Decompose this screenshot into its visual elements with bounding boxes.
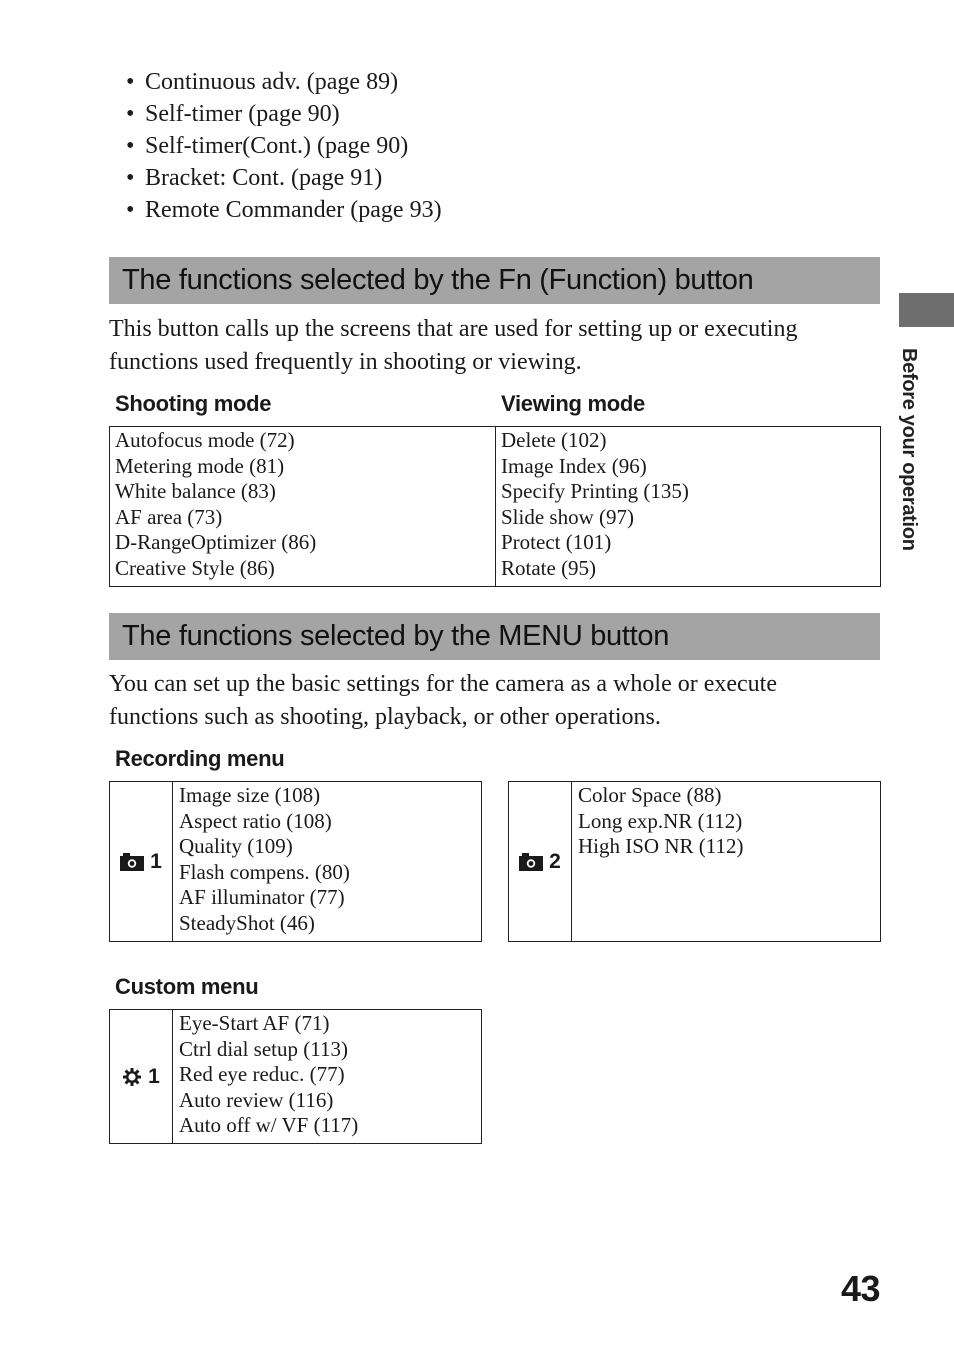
gear-icon [122, 1067, 142, 1087]
shooting-mode-column [115, 428, 316, 586]
bullet-text: Continuous adv. (page 89) [145, 69, 399, 95]
camera-icon [519, 853, 543, 871]
table-cell: Protect (101) [501, 530, 612, 555]
column-divider [495, 427, 496, 586]
viewing-mode-heading: Viewing mode [501, 391, 645, 416]
table-cell: D-RangeOptimizer (86) [115, 530, 317, 555]
list-item [126, 130, 442, 162]
table-cell: Red eye reduc. (77) [179, 1062, 345, 1087]
custom-menu-heading: Custom menu [115, 974, 259, 999]
bullet-glyph: • [126, 101, 135, 127]
table-cell: Auto review (116) [179, 1087, 334, 1112]
bullet-list [126, 66, 442, 226]
column-divider [172, 782, 173, 941]
fn-functions-table [109, 426, 881, 587]
camera-icon [120, 853, 144, 871]
table-cell: Metering mode (81) [115, 453, 285, 478]
table-cell: AF area (73) [115, 504, 223, 529]
table-cell: Flash compens. (80) [179, 859, 350, 884]
menu-items-column [578, 783, 743, 941]
chapter-tab-marker [899, 293, 954, 327]
menu-section-title: The functions selected by the MENU button [109, 613, 880, 660]
menu-tab-label [110, 1010, 172, 1143]
table-cell: Eye-Start AF (71) [179, 1011, 330, 1035]
menu-section-description: You can set up the basic settings for the camera as a whole or execute functions such as shooting, playback, or other operations. [109, 671, 778, 730]
bullet-text: Remote Commander (page 93) [145, 197, 442, 223]
menu-tab-label [110, 782, 172, 941]
bullet-text: Self-timer(Cont.) (page 90) [145, 133, 409, 159]
menu-tab-number: 1 [148, 1064, 160, 1088]
table-cell: Specify Printing (135) [501, 479, 689, 504]
list-item [126, 194, 442, 226]
shooting-mode-heading: Shooting mode [115, 391, 272, 416]
bullet-glyph: • [126, 133, 135, 159]
table-cell: Quality (109) [179, 834, 293, 859]
menu-items-column [179, 783, 350, 941]
table-cell: Color Space (88) [578, 783, 722, 807]
bullet-text: Bracket: Cont. (page 91) [145, 165, 383, 191]
table-cell: Creative Style (86) [115, 555, 275, 580]
menu-tab-number: 2 [549, 849, 561, 873]
table-cell: Image size (108) [179, 783, 321, 807]
table-cell: High ISO NR (112) [578, 834, 744, 859]
chapter-tab-label: Before your operation [898, 348, 920, 551]
list-item [126, 98, 442, 130]
table-cell: Aspect ratio (108) [179, 808, 332, 833]
table-cell: Auto off w/ VF (117) [179, 1113, 359, 1138]
list-item [126, 162, 442, 194]
menu-tab-label [509, 782, 571, 941]
recording-menu-heading: Recording menu [115, 746, 285, 771]
column-divider [172, 1010, 173, 1143]
menu-tab-number: 1 [150, 849, 162, 873]
table-cell: Rotate (95) [501, 555, 597, 580]
bullet-glyph: • [126, 197, 135, 223]
table-cell: Slide show (97) [501, 504, 634, 529]
table-cell: Delete (102) [501, 428, 607, 452]
table-cell: Autofocus mode (72) [115, 428, 295, 452]
bullet-glyph: • [126, 69, 135, 95]
list-item [126, 66, 442, 98]
menu-items-column [179, 1011, 358, 1143]
page-number: 43 [840, 1268, 880, 1309]
recording-menu-1-table [109, 781, 482, 942]
fn-section-description: This button calls up the screens that are used for setting up or executing functions used frequently in shooting or viewing. [109, 316, 798, 375]
bullet-glyph: • [126, 165, 135, 191]
table-cell: Image Index (96) [501, 453, 647, 478]
table-cell: White balance (83) [115, 479, 276, 504]
column-divider [571, 782, 572, 941]
table-cell: Ctrl dial setup (113) [179, 1036, 348, 1061]
fn-section-title: The functions selected by the Fn (Function) button [109, 257, 880, 304]
recording-menu-2-table [508, 781, 881, 942]
bullet-text: Self-timer (page 90) [145, 101, 340, 127]
table-cell: AF illuminator (77) [179, 885, 345, 910]
table-cell: SteadyShot (46) [179, 910, 315, 935]
table-cell: Long exp.NR (112) [578, 808, 743, 833]
viewing-mode-column [501, 428, 689, 586]
custom-menu-1-table [109, 1009, 482, 1144]
